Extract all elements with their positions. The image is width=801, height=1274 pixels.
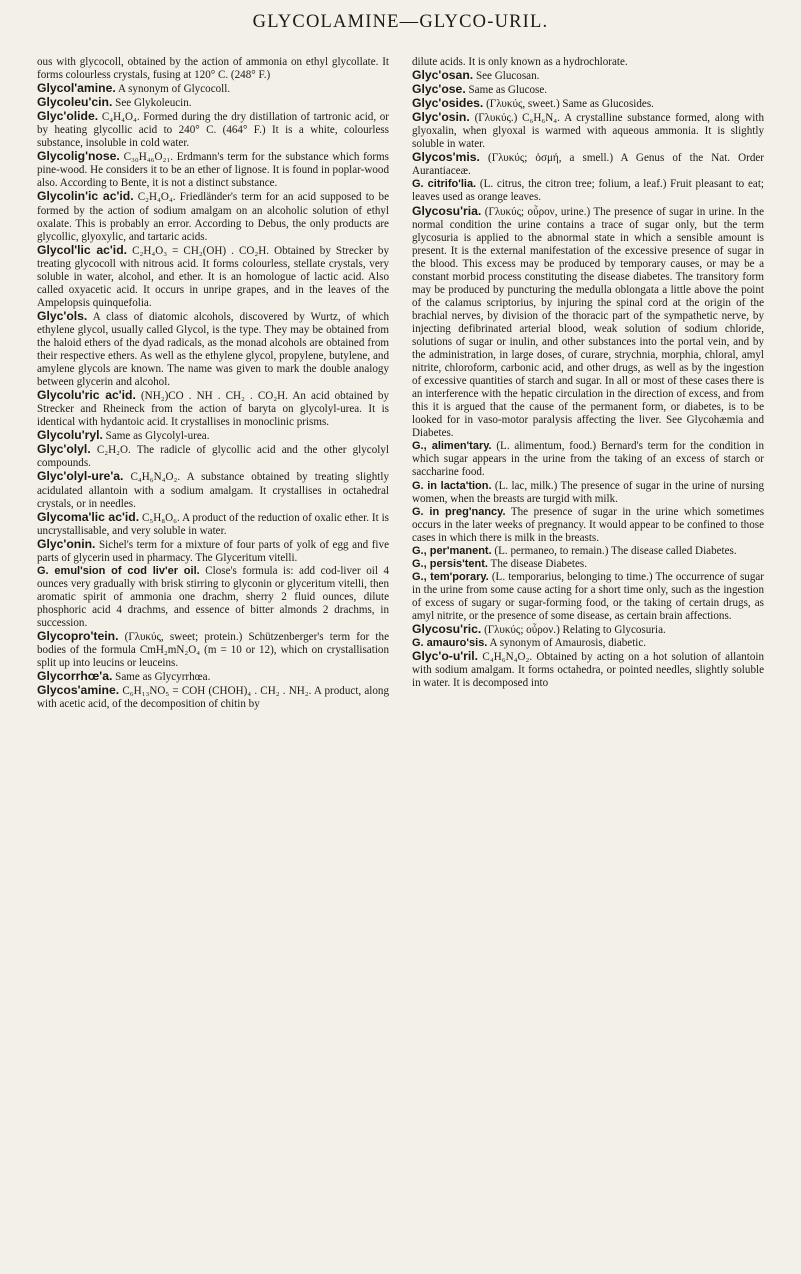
dictionary-entry: [412, 205, 764, 441]
entry-headword: Glyc'osan.: [412, 68, 474, 83]
entry-headword: Glycos'amine.: [37, 683, 120, 698]
entry-headword: Glyc'o-u'ril.: [412, 649, 479, 664]
dictionary-entry: [37, 630, 389, 670]
entry-headword: Glyc'olide.: [37, 109, 99, 124]
dictionary-entry: [37, 511, 389, 538]
entry-headword: Glycolig'nose.: [37, 149, 120, 164]
entry-headword: Glyc'osides.: [412, 96, 484, 111]
entry-definition: C₄H₆N₄O₂. A substance obtained by treating slightly acidulated allantoin with a sodium amalgam. It crystallises in octahedral crystals, or in needles.: [37, 471, 389, 510]
entry-definition: C₂H₂O. The radicle of glycollic acid and the other glycolyl compounds.: [37, 444, 389, 470]
entry-definition: C₆H₁₃NO₅ = COH (CHOH)₄ . CH₂ . NH₂. A product, along with acetic acid, of the decomposition of chitin by: [37, 685, 389, 711]
entry-definition: (Γλυκύς; οὖρον, urine.) The presence of sugar in urine. In the normal condition the urine contains a trace of sugar only, but the term glycosuria is applied to the abnormal state in which a sensible amount is present. It is the external manifestation of the excessive presence of sugar in the blood. This excess may be produced by temporary causes, or may be a constant morbid process constituting the disease diabetes. The transitory form may be produced by puncturing the medulla oblongata a little above the point of the calamus scriptorius, by injuring the spinal cord at the origin of the brachial nerves, by division of the thoracic part of the sympathetic nerve, by injecting defibrinated arterial blood, weak solution of sodium chloride, solutions of sugar or inulin, and other substances into the portal vein, and by the administration, in large doses, of curare, strychnia, morphia, chloral, amyl nitrite, chloroform, carbonic acid, and other drugs, as well as by the ingestion of excessive quantities of starch and sugar. In all or most of these cases there is an interference with the hepatic circulation in the direction of excess, and from this it is argued that the cause of the permanent form, or diabetes, is to be looked for in vaso-motor paralysis affecting the liver. See Glycohæmia and Diabetes.: [412, 205, 764, 440]
entry-definition: Same as Glycolyl-urea.: [105, 430, 210, 443]
dictionary-entry: [37, 565, 389, 630]
entry-headword: Glycolin'ic ac'id.: [37, 189, 134, 204]
entry-definition: (Γλυκύς, sweet.) Same as Glucosides.: [486, 98, 654, 111]
entry-headword: Glycolu'ric ac'id.: [37, 388, 136, 403]
entry-definition: Same as Glucose.: [468, 84, 548, 97]
entry-headword: Glycosu'ric.: [412, 622, 482, 637]
entry-headword: Glyc'olyl-ure'a.: [37, 469, 124, 484]
entry-definition: C₄H₆N₄O₂. Obtained by acting on a hot solution of allantoin with sodium amalgam. It forms octahedra, or pointed needles, slightly soluble in water. It is decomposed into: [412, 651, 764, 690]
entry-definition: The presence of sugar in the urine which sometimes occurs in the later weeks of pregnancy. It would appear to be confined to those cases in which there is milk in the breasts.: [412, 505, 765, 544]
entry-headword: Glycoma'lic ac'id.: [37, 509, 140, 524]
dictionary-entry: [37, 470, 389, 510]
dictionary-entry: [412, 111, 764, 151]
dictionary-entry: [37, 443, 389, 470]
entry-headword: Glycorrhœ'a.: [37, 669, 113, 684]
dictionary-entry: [37, 244, 389, 310]
dictionary-entry: [412, 480, 764, 506]
entry-headword: Glyc'onin.: [37, 536, 96, 551]
entry-headword: Glycos'mis.: [412, 150, 480, 165]
dictionary-entry: [412, 558, 764, 571]
entry-headword: G. in lacta'tion.: [412, 479, 492, 492]
dictionary-entry: [37, 190, 389, 243]
entry-definition: Close's formula is: add cod-liver oil 4 ounces very gradually with brisk stirring to glyconin or glyceritum vitelli, then aromatic spirit of ammonia one drachm, sherry 2 fluid ounces, dilute phosphoric acid 4 drachms, and essence of bitter almonds 2 drachms, in succession.: [37, 564, 389, 629]
entry-headword: G. citrifo'lia.: [412, 178, 477, 191]
dictionary-entry: [37, 110, 389, 150]
left-column: [37, 56, 389, 711]
entry-definition: A synonym of Glycocoll.: [117, 83, 231, 96]
entry-headword: Glyc'ose.: [412, 82, 466, 97]
entry-definition: (L. lac, milk.) The presence of sugar in the urine of nursing women, when the breasts are turgid with milk.: [412, 479, 764, 505]
dictionary-entry: [412, 178, 764, 204]
dictionary-entry: [412, 97, 764, 111]
entry-headword: Glycoleu'cin.: [37, 95, 113, 110]
dictionary-entry: [37, 538, 389, 565]
dictionary-entry: [412, 83, 764, 97]
entry-definition: C₅H₈O₆. A product of the reduction of oxalic ether. It is uncrystallisable, and very soluble in water.: [37, 511, 389, 537]
entry-headword: G., per'manent.: [412, 544, 492, 557]
entry-definition: (L. permaneo, to remain.) The disease called Diabetes.: [494, 544, 737, 557]
entry-definition: C₃₀H₄₆O₂₁. Erdmann's term for the substance which forms pine-wood. He considers it to be an ether of lignose. It is found in poplar-wood also. According to Bente, it is not a distinct substance.: [37, 151, 389, 190]
dictionary-entry: [37, 670, 389, 684]
entry-headword: Glycol'lic ac'id.: [37, 242, 128, 257]
entry-definition: See Glucosan.: [475, 70, 540, 83]
entry-definition: The disease Diabetes.: [490, 557, 587, 570]
dictionary-entry: [37, 389, 389, 429]
entry-definition: Sichel's term for a mixture of four parts of yolk of egg and five parts of glycerin used in pharmacy. The Glyceritum vitelli.: [37, 538, 389, 564]
entry-headword: G., alimen'tary.: [412, 440, 492, 453]
entry-headword: Glyc'ols.: [37, 308, 88, 323]
dictionary-entry: [412, 506, 764, 545]
entry-headword: Glycolu'ryl.: [37, 428, 103, 443]
dictionary-entry: [37, 150, 389, 190]
dictionary-entry: [37, 56, 389, 82]
entry-definition: (Γλυκύς, sweet; protein.) Schützenberger's term for the bodies of the formula CmH₂mN₂O₄ (m = 10 or 12), which on crystallisation split up into leucins or leuceins.: [37, 631, 389, 670]
dictionary-entry: [37, 310, 389, 389]
entry-definition: (Γλυκύς.) C₆H₆N₄. A crystalline substance formed, along with glyoxalin, when glyoxal is warmed with aqueous ammonia. It is slightly soluble in water.: [412, 112, 764, 151]
entry-headword: Glycopro'tein.: [37, 629, 119, 644]
dictionary-entry: [37, 96, 389, 110]
entry-headword: G. in preg'nancy.: [412, 505, 506, 518]
entry-definition: dilute acids. It is only known as a hydrochlorate.: [412, 56, 628, 68]
entry-definition: C₂H₄O₃ = CH₂(OH) . CO₂H. Obtained by Strecker by treating glycocoll with nitrous acid. It forms colourless, stellate crystals, very soluble in water, alcohol, and ether. It is an homologue of lactic acid. Also called oxyacetic acid. It occurs in unripe grapes, and in the leaves of the Ampelopsis quinquefolia.: [37, 244, 389, 309]
entry-definition: (L. temporarius, belonging to time.) The occurrence of sugar in the urine from some cause acting for a short time only, such as the ingestion of excess of sugary or sugar-forming food, or the taking of certain drugs, as amyl nitrite, or the presence of some disease, as certain brain affections.: [412, 570, 764, 622]
entry-headword: G., persis'tent.: [412, 557, 488, 570]
entry-definition: A synonym of Amaurosis, diabetic.: [489, 637, 647, 650]
entry-headword: Glycol'amine.: [37, 81, 116, 96]
right-column: [412, 56, 764, 690]
running-header: GLYCOLAMINE—GLYCO-URIL.: [252, 12, 549, 32]
dictionary-entry: [37, 684, 389, 711]
dictionary-entry: [412, 440, 764, 479]
entry-definition: (Γλυκύς; ὀσμή, a smell.) A Genus of the Nat. Order Aurantiaceæ.: [412, 152, 764, 178]
entry-definition: A class of diatomic alcohols, discovered by Wurtz, of which ethylene glycol, usually called Glycol, is the type. They may be obtained from the haloid ethers of the dyad radicals, as the monad alcohols are obtained from their respective ethers. As well as the ethylene glycol, propylene, butylene, and amylene glycols are known. The name was given to mark the double analogy between glycerin and alcohol.: [37, 310, 389, 389]
entry-definition: C₄H₄O₄. Formed during the dry distillation of tartronic acid, or by heating glycollic acid to 240° C. (464° F.) It is a white, colourless substance, insoluble in cold water.: [37, 111, 390, 150]
entry-definition: Same as Glycyrrhœa.: [115, 671, 211, 684]
dictionary-entry: [412, 623, 764, 637]
entry-headword: G. emul'sion of cod liv'er oil.: [37, 564, 200, 577]
entry-headword: Glyc'osin.: [412, 110, 470, 125]
entry-definition: (L. citrus, the citron tree; folium, a leaf.) Fruit pleasant to eat; leaves used as orange leaves.: [412, 178, 764, 204]
entry-headword: G. amauro'sis.: [412, 637, 488, 650]
entry-definition: See Glykoleucin.: [115, 97, 192, 110]
dictionary-entry: [412, 151, 764, 178]
dictionary-entry: [412, 545, 764, 558]
entry-headword: Glyc'olyl.: [37, 442, 91, 457]
entry-headword: G., tem'porary.: [412, 570, 489, 583]
entry-headword: Glycosu'ria.: [412, 203, 482, 218]
entry-definition: (Γλυκύς; οὖρον.) Relating to Glycosuria.: [484, 624, 666, 637]
entry-definition: (L. alimentum, food.) Bernard's term for the condition in which sugar appears in the urine from the taking of an excess of starch or saccharine food.: [412, 440, 764, 479]
dictionary-entry: [37, 82, 389, 96]
dictionary-entry: [412, 571, 764, 623]
dictionary-entry: [37, 429, 389, 443]
dictionary-entry: [412, 69, 764, 83]
entry-definition: ous with glycocoll, obtained by the action of ammonia on ethyl glycollate. It forms colourless crystals, fusing at 120° C. (248° F.): [37, 56, 389, 82]
dictionary-entry: [412, 650, 764, 690]
entry-definition: C₂H₄O₄. Friedländer's term for an acid supposed to be formed by the action of sodium amalgam on an alcoholic solution of ethyl oxalate. This is probably an error. According to Debus, the only products are glycollic, glyoxylic, and tartaric acids.: [37, 191, 389, 243]
entry-definition: (NH₂)CO . NH . CH₂ . CO₂H. An acid obtained by Strecker and Rheineck from the action of baryta on glycolyl-urea. It is identical with hydantoic acid. It crystallises in monoclinic prisms.: [37, 390, 390, 429]
